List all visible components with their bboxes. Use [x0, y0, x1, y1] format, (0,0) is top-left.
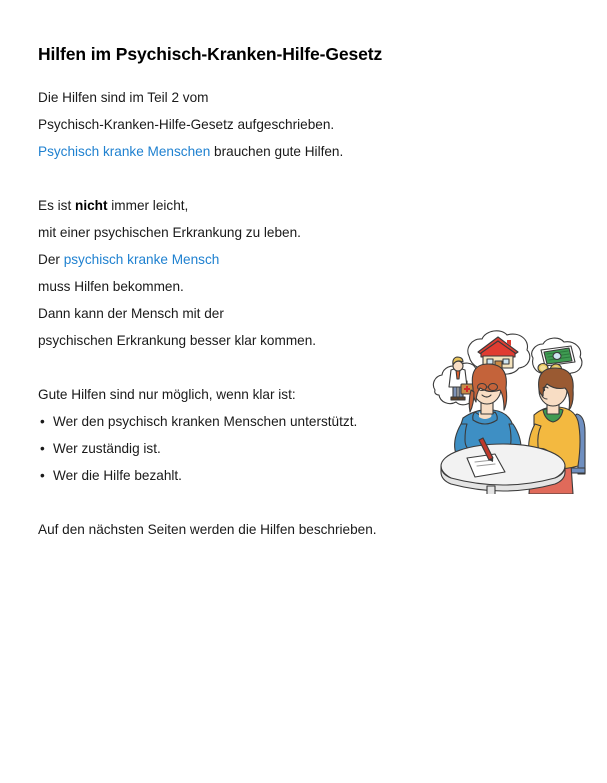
beratungsgespraech-illustration [431, 328, 595, 494]
paragraph-2-line-5: Dann kann der Mensch mit der [38, 306, 224, 321]
paragraph-2-line-3-a: Der [38, 252, 64, 267]
paragraph-1-line-1: Die Hilfen sind im Teil 2 vom [38, 90, 209, 105]
spacer-1 [38, 165, 578, 192]
page-title: Hilfen im Psychisch-Kranken-Hilfe-Gesetz [38, 44, 383, 64]
paragraph-2-line-2: mit einer psychischen Erkrankung zu leben. [38, 225, 301, 240]
paragraph-4-line-1: Auf den nächsten Seiten werden die Hilfen beschrieben. [38, 522, 377, 537]
paragraph-2-line-4: muss Hilfen bekommen. [38, 279, 184, 294]
paragraph-1-line-2: Psychisch-Kranken-Hilfe-Gesetz aufgeschrieben. [38, 117, 335, 132]
link-psychisch-kranker-mensch[interactable]: psychisch kranke Mensch [63, 252, 220, 267]
list-item: • Wer den psychisch kranken Menschen unterstützt. [38, 408, 578, 435]
paragraph-2-line-1 [38, 192, 578, 219]
paragraph-2-line-1-a: Es ist [38, 198, 76, 213]
paragraph-2-line-6: psychischen Erkrankung besser klar kommen. [38, 333, 317, 348]
paragraph-1-line-3 [38, 138, 578, 165]
link-psychisch-kranke-menschen[interactable]: Psychisch kranke Menschen [38, 144, 211, 159]
paragraph-1-line-3-rest: brauchen gute Hilfen. [210, 144, 344, 159]
paragraph-3-intro: Gute Hilfen sind nur möglich, wenn klar ist: [38, 387, 296, 402]
paragraph-2-line-1-b: immer leicht, [107, 198, 189, 213]
emphasis-nicht: nicht [75, 198, 108, 213]
geldscheine [541, 346, 575, 366]
paragraph-4 [38, 516, 578, 543]
list-item: • Wer die Hilfe bezahlt. [38, 462, 578, 489]
paragraph-2-line-3 [38, 246, 578, 273]
paragraph-1 [38, 84, 578, 165]
list-item: • Wer zuständig ist. [38, 435, 578, 462]
